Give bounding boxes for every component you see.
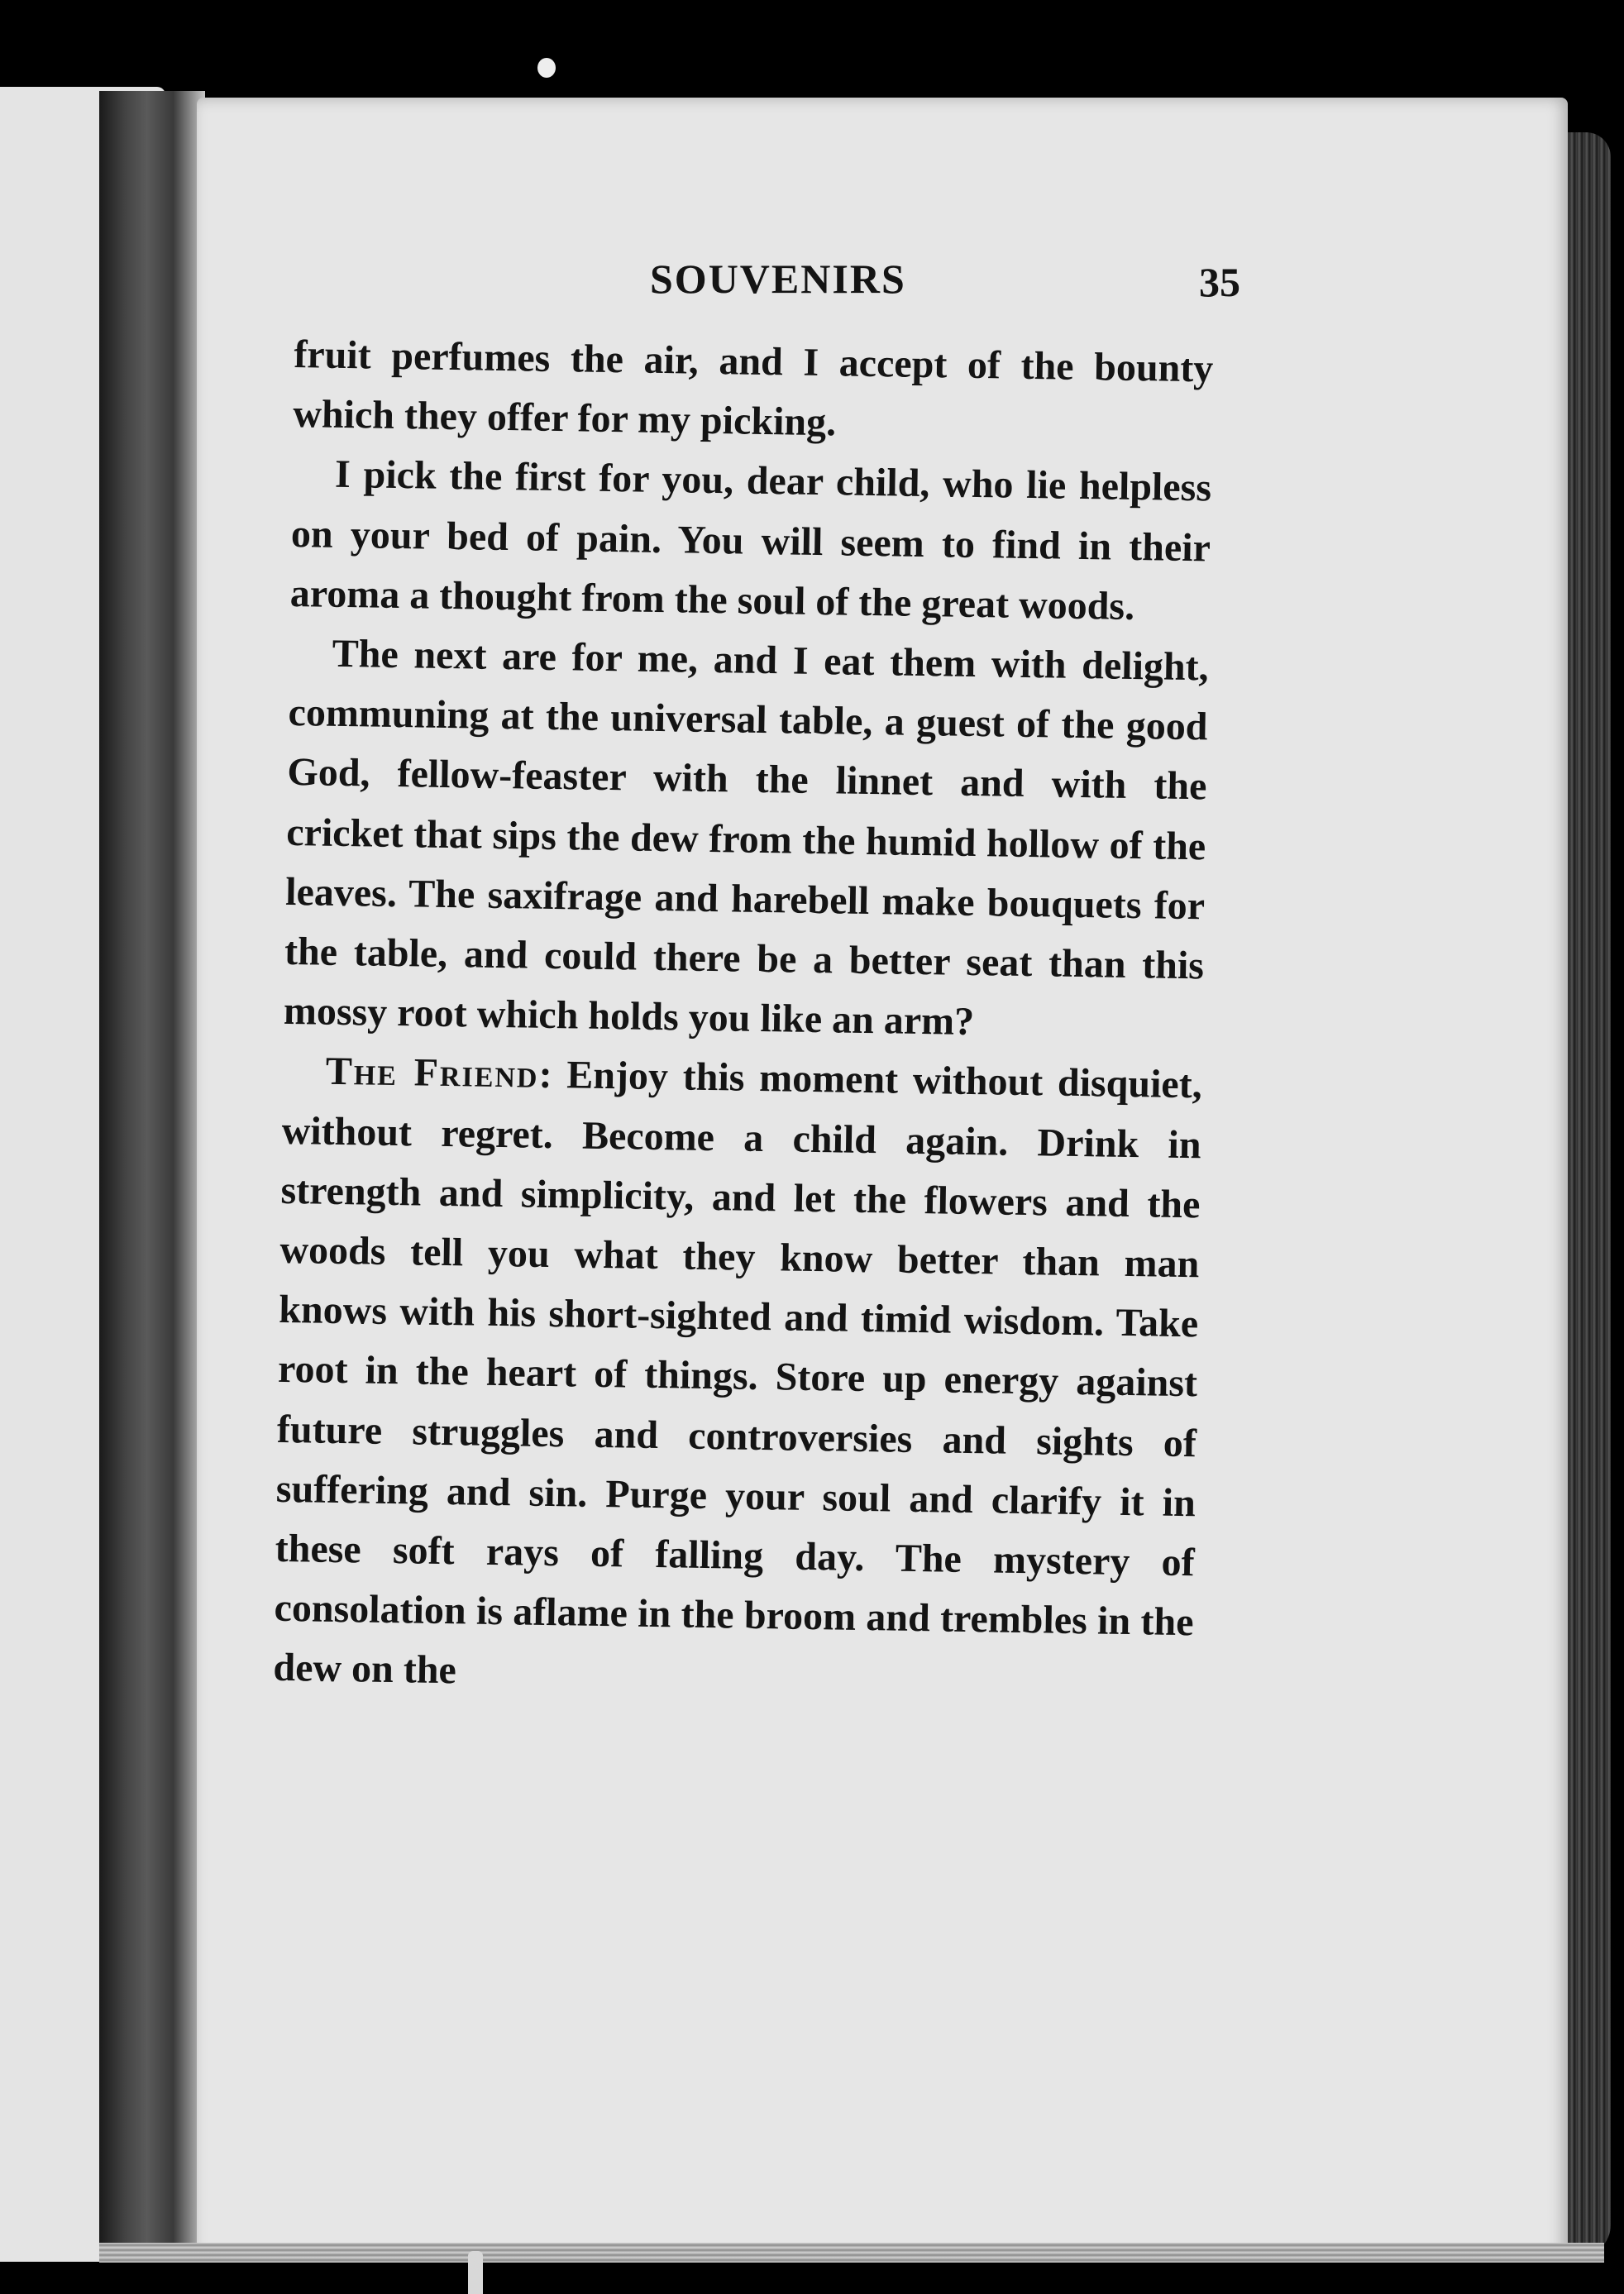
running-title: SOUVENIRS [650, 256, 906, 302]
speech-text: Enjoy this moment without disquiet, without regret. Become a child again. Drink in strength and simplicity, and let the flowers and the woods tell you what they know better than man knows with his short-sighted and timid wisdom. Take root in the heart of things. Store up energy against future struggles and controversies and sights of suffering and sin. Purge your soul and clarify it in these soft rays of falling day. The mystery of consolation is aflame in the broom and trembles in the dew on the [273, 1053, 1203, 1693]
paragraph: I pick the first for you, dear child, who lie helpless on your bed of pain. You will seem to find in their aroma a thought from the soul of the great woods. [289, 452, 1212, 628]
page-bottom-edge [99, 2243, 1604, 2263]
speaker-separator: : [538, 1053, 552, 1097]
bottom-mark [468, 2251, 483, 2294]
book-gutter [99, 91, 205, 2253]
speech-paragraph [273, 1041, 1202, 1713]
page-hole-dot [537, 58, 556, 78]
page-header [197, 255, 1568, 321]
right-page [197, 98, 1568, 2261]
paragraph: The next are for me, and I eat them with delight, communing at the universal table, a guest of the good God, fellow-feaster with the linnet and with the cricket that sips the dew from the humid hollow of the leaves. The saxifrage and harebell make bouquets for the table, and could there be a better seat than this mossy root which holds you like an arm? [283, 631, 1210, 1044]
page-number: 35 [1199, 259, 1240, 305]
body-text [273, 325, 1214, 1713]
paragraph: fruit perfumes the air, and I accept of the bounty which they offer for my picking. [292, 332, 1214, 445]
speaker-name: The Friend [325, 1049, 540, 1097]
